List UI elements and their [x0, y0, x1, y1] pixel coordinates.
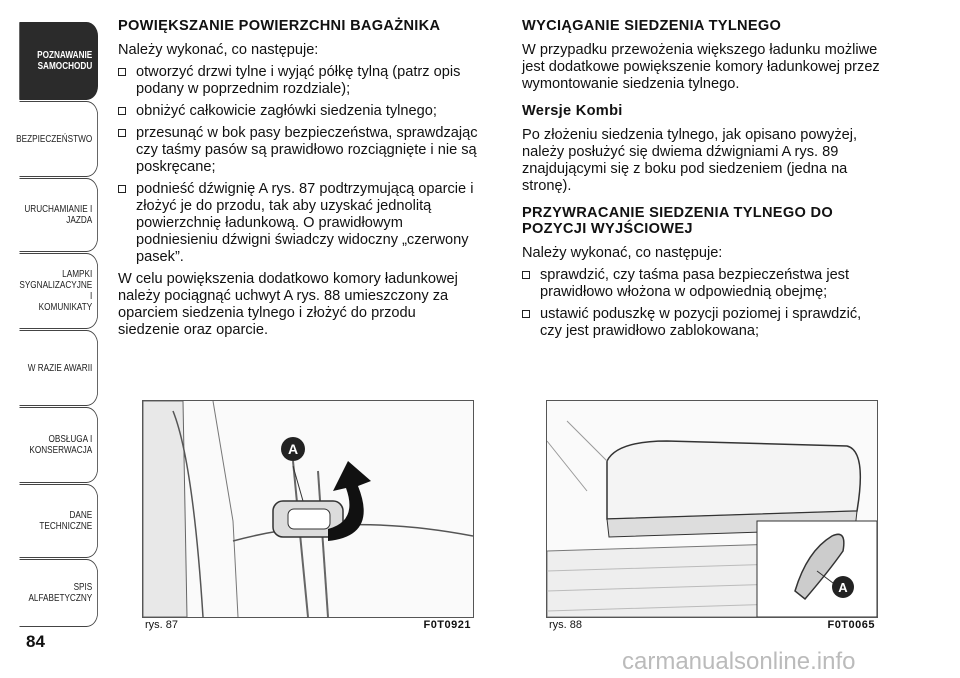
- figure-code: F0T0921: [423, 619, 471, 631]
- checkbox-bullet-icon: [522, 310, 530, 318]
- body-paragraph: W przypadku przewożenia większego ładunku możliwe jest dodatkowe powiększenie komory ładunkowej przez wymontowanie siedzenia tylnego.: [522, 42, 880, 92]
- figure-caption: rys. 87: [145, 619, 179, 631]
- list-item: obniżyć całkowicie zagłówki siedzenia tylnego;: [118, 103, 478, 120]
- tab-obsluga-i-konserwacja[interactable]: OBSŁUGA I KONSERWACJA: [19, 407, 98, 483]
- body-paragraph: W celu powiększenia dodatkowo komory ładunkowej należy pociągnąć uchwyt A rys. 88 umieszczony za oparciem siedzenia tylnego i złożyć do przodu siedzenie oraz oparcie.: [118, 271, 458, 338]
- intro-text: Należy wykonać, co następuje:: [118, 42, 319, 58]
- list-item: sprawdzić, czy taśma pasa bezpieczeństwa jest prawidłowo włożona w odpowiednią obejmę;: [522, 267, 882, 301]
- figure-code: F0T0065: [827, 619, 875, 631]
- checkbox-bullet-icon: [522, 271, 530, 279]
- figure-caption: rys. 88: [549, 619, 583, 631]
- checkbox-bullet-icon: [118, 107, 126, 115]
- section-heading: POWIĘKSZANIE POWIERZCHNI BAGAŻNIKA: [118, 18, 441, 34]
- checkbox-bullet-icon: [118, 185, 126, 193]
- marker-a: A: [287, 441, 299, 457]
- tab-lampki-sygnalizacyjne[interactable]: LAMPKI SYGNALIZACYJNE I KOMUNIKATY: [19, 253, 98, 329]
- left-column: [118, 18, 478, 344]
- step-list: [118, 64, 478, 266]
- folded-seat-illustration: [547, 401, 877, 617]
- tab-poznawanie-samochodu[interactable]: POZNAWANIE SAMOCHODU: [19, 22, 98, 100]
- section-heading: PRZYWRACANIE SIEDZENIA TYLNEGO DO POZYCJI WYJŚCIOWEJ: [522, 205, 833, 237]
- seat-lever-illustration: [143, 401, 473, 617]
- body-paragraph: Po złożeniu siedzenia tylnego, jak opisano powyżej, należy posłużyć się dwiema dźwigniami A rys. 89 znajdującymi się z boku pod siedzeniem (jedna na stronę).: [522, 127, 858, 194]
- tab-dane-techniczne[interactable]: DANE TECHNICZNE: [19, 484, 98, 558]
- step-list: [522, 267, 882, 340]
- list-item: otworzyć drzwi tylne i wyjąć półkę tylną (patrz opis podany w poprzednim rozdziale);: [118, 64, 478, 98]
- chapter-sidebar: [0, 0, 100, 640]
- intro-text: Należy wykonać, co następuje:: [522, 245, 723, 261]
- page-number: 84: [26, 632, 45, 651]
- tab-w-razie-awarii[interactable]: W RAZIE AWARII: [19, 330, 98, 406]
- list-item: ustawić poduszkę w pozycji poziomej i sprawdzić, czy jest prawidłowo zablokowana;: [522, 306, 882, 340]
- checkbox-bullet-icon: [118, 68, 126, 76]
- tab-bezpieczenstwo[interactable]: BEZPIECZEŃSTWO: [19, 101, 98, 177]
- checkbox-bullet-icon: [118, 129, 126, 137]
- list-item: przesunąć w bok pasy bezpieczeństwa, sprawdzając czy taśmy pasów są prawidłowo rozciągnięte i nie są poskręcane;: [118, 125, 478, 176]
- marker-a: A: [838, 580, 848, 595]
- figure-87: [142, 400, 474, 631]
- right-column: [522, 18, 882, 345]
- watermark: carmanualsonline.info: [622, 648, 856, 675]
- list-item: podnieść dźwignię A rys. 87 podtrzymującą oparcie i złożyć je do przodu, tak aby uzyskać jednolitą powierzchnię ładunkową. O prawidłowym podniesieniu dźwigni świadczy widoczny „czerwony pasek”.: [118, 181, 478, 266]
- tab-uruchamianie-i-jazda[interactable]: URUCHAMIANIE I JAZDA: [19, 178, 98, 252]
- subheading: Wersje Kombi: [522, 103, 623, 119]
- figure-88: [546, 400, 878, 631]
- section-heading: WYCIĄGANIE SIEDZENIA TYLNEGO: [522, 18, 782, 34]
- tab-spis-alfabetyczny[interactable]: SPIS ALFABETYCZNY: [19, 559, 98, 627]
